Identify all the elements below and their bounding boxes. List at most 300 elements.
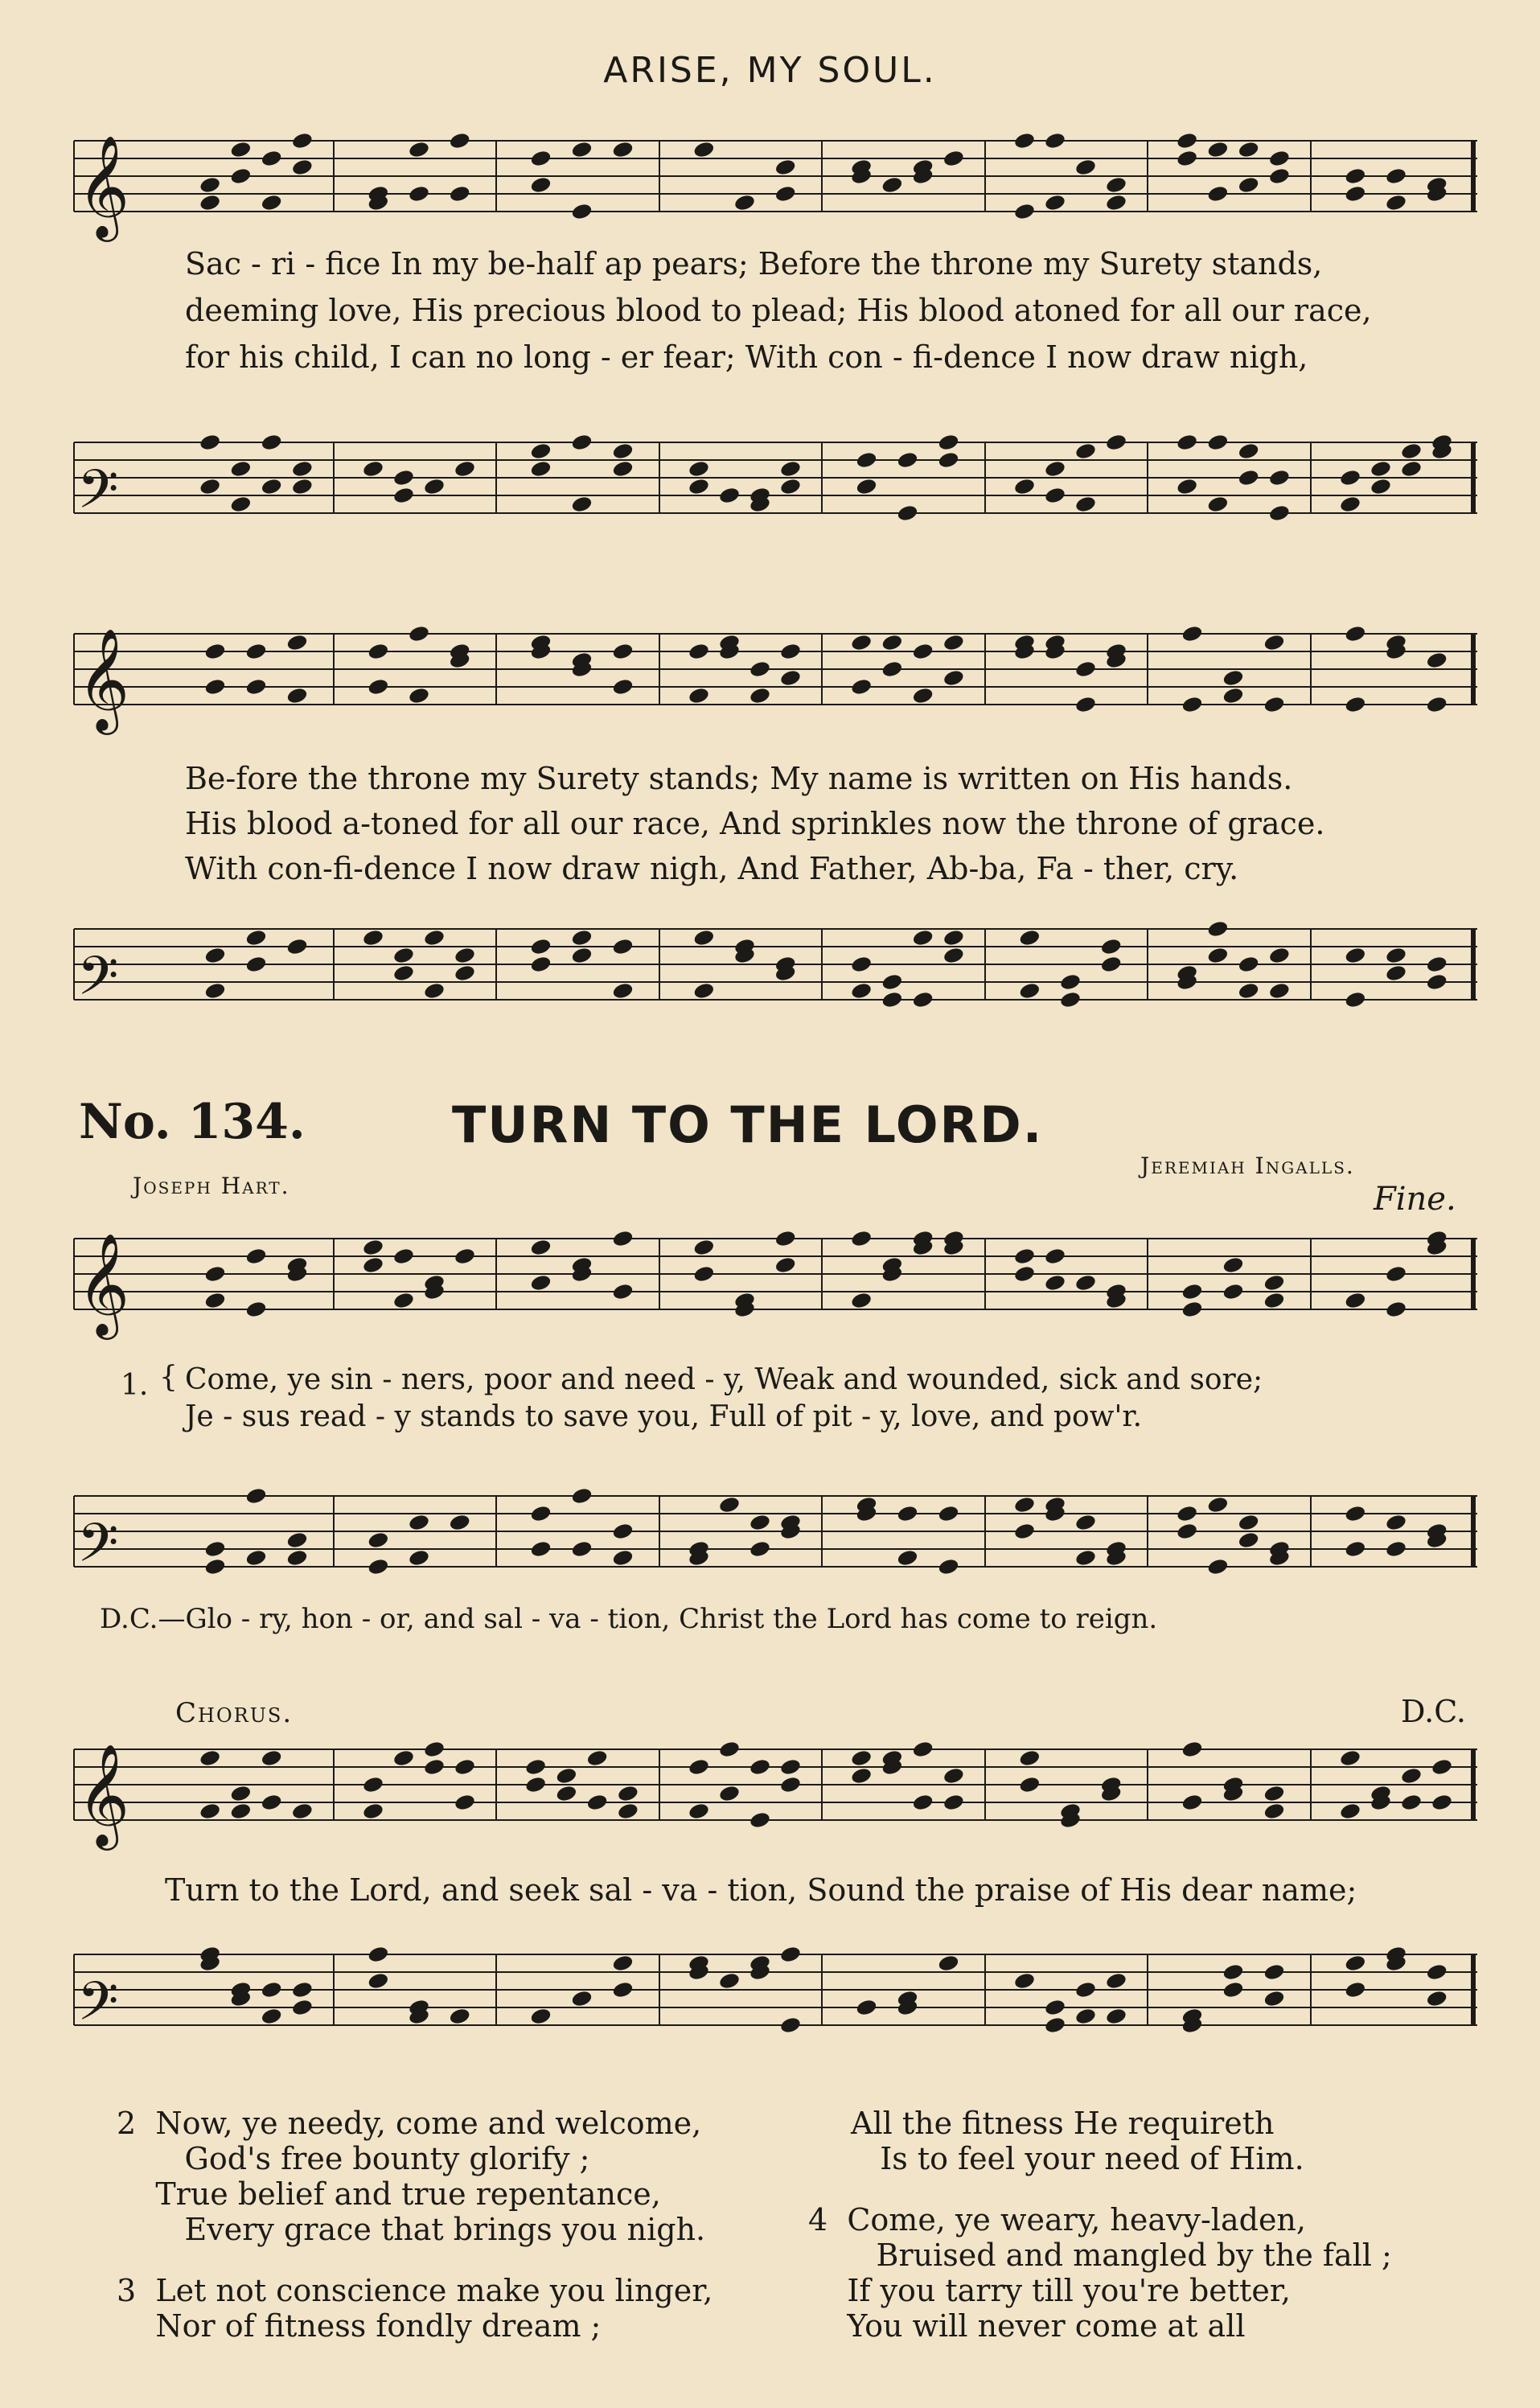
notehead	[912, 1793, 934, 1811]
notehead	[392, 1291, 415, 1309]
notehead	[199, 1748, 221, 1767]
notehead	[1074, 1273, 1097, 1292]
verse-3	[117, 2273, 713, 2344]
notehead	[850, 677, 873, 696]
notehead	[1222, 1282, 1244, 1301]
notehead	[1044, 2016, 1066, 2034]
notehead	[1105, 175, 1127, 194]
treble-clef-icon: 𝄞	[77, 1743, 130, 1846]
notehead	[881, 633, 903, 651]
notehead	[1105, 193, 1127, 212]
notehead	[1206, 495, 1229, 513]
staff-lines	[74, 1741, 1477, 1846]
notehead	[1018, 981, 1041, 1000]
notehead	[850, 1766, 873, 1785]
notehead	[1181, 1300, 1203, 1318]
notehead	[718, 1971, 741, 1990]
hymn-title-arise-my-soul: ARISE, MY SOUL.	[603, 50, 937, 91]
staff-lines	[74, 133, 1477, 237]
notehead	[611, 459, 634, 478]
notehead	[692, 140, 715, 158]
notehead	[611, 1954, 634, 1972]
notehead	[285, 1548, 308, 1567]
notehead	[291, 1802, 314, 1820]
notehead	[617, 1802, 639, 1820]
notehead	[1105, 2007, 1127, 2025]
notehead	[199, 175, 221, 194]
notehead	[692, 1264, 715, 1283]
notehead	[1206, 433, 1229, 451]
notehead	[611, 1548, 634, 1567]
notehead	[285, 1531, 308, 1549]
notehead	[896, 1504, 918, 1522]
notehead	[570, 928, 593, 947]
notehead	[1268, 981, 1291, 1000]
notehead	[779, 477, 802, 495]
notehead	[1344, 1539, 1366, 1558]
notehead	[392, 946, 415, 964]
notehead	[408, 686, 430, 705]
notehead	[1238, 442, 1260, 460]
notehead	[779, 642, 802, 660]
notehead	[881, 990, 903, 1009]
dc-mark: D.C.	[1401, 1694, 1466, 1729]
notehead	[524, 1757, 547, 1776]
notehead	[1268, 503, 1291, 522]
notehead	[881, 972, 903, 991]
notehead	[203, 946, 226, 964]
notehead	[285, 633, 308, 651]
notehead	[454, 459, 476, 478]
verse-3-line: Nor of fitness fondly dream ;	[117, 2308, 602, 2344]
notehead	[779, 1757, 802, 1776]
notehead	[454, 1793, 476, 1811]
notehead	[1074, 1513, 1097, 1531]
notehead	[1385, 193, 1407, 212]
notehead	[1105, 1971, 1127, 1990]
notehead	[896, 450, 918, 469]
notehead	[779, 1775, 802, 1794]
notehead	[733, 193, 756, 212]
notehead	[285, 686, 308, 705]
notehead	[611, 1522, 634, 1540]
notehead	[244, 1300, 267, 1318]
notehead	[1238, 1513, 1260, 1531]
notehead	[203, 1557, 226, 1576]
notehead	[1400, 459, 1423, 478]
notehead	[611, 1282, 634, 1301]
notehead	[1268, 166, 1291, 185]
notehead	[449, 1513, 471, 1531]
composer-name: Jeremiah Ingalls.	[1140, 1153, 1355, 1179]
notehead	[1181, 695, 1203, 713]
notehead	[529, 149, 552, 167]
staff-lines	[74, 921, 1477, 1020]
notehead	[1181, 1740, 1203, 1758]
staff-system2-treble	[74, 626, 1477, 730]
notehead	[1176, 1504, 1198, 1522]
notehead	[1176, 1522, 1198, 1540]
notehead	[423, 981, 446, 1000]
notehead	[779, 2016, 802, 2034]
notehead	[1263, 633, 1285, 651]
notehead	[942, 928, 965, 947]
notehead	[1100, 955, 1123, 973]
notehead	[199, 193, 221, 212]
notehead	[1222, 1255, 1244, 1274]
notehead	[423, 1757, 446, 1776]
notehead	[1370, 477, 1392, 495]
notehead	[586, 1793, 609, 1811]
chorus-label: Chorus.	[175, 1697, 294, 1729]
notehead	[881, 175, 903, 194]
verse1-line1: Come, ye sin - ners, poor and need - y, Weak and wounded, sick and sore;	[185, 1363, 1263, 1396]
notehead	[688, 477, 710, 495]
notehead	[1385, 1300, 1407, 1318]
notehead	[1074, 660, 1097, 678]
notehead	[229, 1784, 252, 1802]
verse-number: 1.	[121, 1369, 149, 1402]
notehead	[1074, 695, 1097, 713]
notehead	[570, 1539, 593, 1558]
notehead	[203, 677, 226, 696]
notehead	[718, 1784, 741, 1802]
notehead	[611, 937, 634, 955]
notehead	[555, 1766, 577, 1785]
notehead	[912, 642, 934, 660]
notehead	[199, 477, 221, 495]
notehead	[749, 1513, 771, 1531]
notehead	[229, 166, 252, 185]
notehead	[1206, 1495, 1229, 1514]
notehead	[1074, 2007, 1097, 2025]
notehead	[1370, 459, 1392, 478]
notehead	[454, 964, 476, 982]
notehead	[367, 677, 389, 696]
notehead	[850, 955, 873, 973]
notehead	[688, 1802, 710, 1820]
notehead	[1344, 1980, 1366, 1999]
notehead	[1044, 193, 1066, 212]
notehead	[774, 184, 797, 203]
notehead	[408, 1513, 430, 1531]
notehead	[392, 468, 415, 487]
notehead	[1059, 990, 1082, 1009]
notehead	[454, 1247, 476, 1265]
notehead	[362, 1802, 384, 1820]
notehead	[586, 1748, 609, 1767]
verse-4-line: Bruised and mangled by the fall ;	[808, 2237, 1392, 2273]
notehead	[611, 1980, 634, 1999]
notehead	[529, 2007, 552, 2025]
notehead	[1339, 495, 1361, 513]
notehead	[1074, 442, 1097, 460]
notehead	[570, 1989, 593, 2007]
verse-3-line: 3 Let not conscience make you linger,	[117, 2273, 713, 2308]
notehead	[1222, 1962, 1244, 1981]
notehead	[454, 946, 476, 964]
verse-3-continued	[851, 2106, 1304, 2176]
notehead	[529, 955, 552, 973]
notehead	[1176, 477, 1198, 495]
bass-clef-icon: 𝄢	[77, 945, 119, 1020]
notehead	[555, 1784, 577, 1802]
notehead	[1018, 1775, 1041, 1794]
notehead	[570, 140, 593, 158]
notehead	[392, 964, 415, 982]
notehead	[1426, 651, 1448, 669]
notehead	[912, 990, 934, 1009]
notehead	[1385, 964, 1407, 982]
verse1-line2: Je - sus read - y stands to save you, Full of pit - y, love, and pow'r.	[185, 1400, 1143, 1433]
notehead	[570, 1486, 593, 1505]
notehead	[362, 1238, 384, 1256]
notehead	[261, 1748, 283, 1767]
notehead	[774, 158, 797, 176]
notehead	[244, 928, 267, 947]
notehead	[529, 1539, 552, 1558]
notehead	[749, 1757, 771, 1776]
notehead	[774, 1255, 797, 1274]
notehead	[392, 1748, 415, 1767]
notehead	[779, 1945, 802, 1963]
staff-system1-treble	[74, 133, 1477, 237]
notehead	[229, 495, 252, 513]
notehead	[855, 477, 877, 495]
notehead	[611, 140, 634, 158]
notehead	[1339, 468, 1361, 487]
notehead	[611, 1229, 634, 1247]
notehead	[449, 184, 471, 203]
notehead	[1206, 184, 1229, 203]
notehead	[1238, 468, 1260, 487]
notehead	[1344, 624, 1366, 643]
notehead	[1263, 1802, 1285, 1820]
notehead	[291, 459, 314, 478]
lyrics-system1-line1: Sac - ri - fice In my be-half ap pears; Before the throne my Surety stands,	[185, 246, 1323, 281]
notehead	[1431, 1793, 1453, 1811]
notehead	[896, 503, 918, 522]
verse-3-cont-line: Is to feel your need of Him.	[851, 2141, 1304, 2176]
notehead	[1263, 1962, 1285, 1981]
notehead	[1268, 946, 1291, 964]
notehead	[203, 642, 226, 660]
verse-4	[808, 2202, 1392, 2344]
notehead	[408, 624, 430, 643]
notehead	[937, 1954, 959, 1972]
notehead	[1018, 928, 1041, 947]
notehead	[291, 477, 314, 495]
notehead	[1263, 1291, 1285, 1309]
notehead	[529, 459, 552, 478]
staff-lines	[74, 1231, 1477, 1335]
staff-lines	[74, 626, 1477, 730]
notehead	[1013, 202, 1036, 220]
notehead	[1263, 695, 1285, 713]
notehead	[423, 1740, 446, 1758]
notehead	[1059, 972, 1082, 991]
notehead	[529, 1273, 552, 1292]
notehead	[912, 686, 934, 705]
bracket-left: {	[159, 1361, 178, 1394]
notehead	[1344, 1504, 1366, 1522]
notehead	[454, 1757, 476, 1776]
hymn-number: No. 134.	[79, 1094, 306, 1150]
notehead	[942, 149, 965, 167]
notehead	[1426, 955, 1448, 973]
notehead	[1385, 1513, 1407, 1531]
notehead	[362, 459, 384, 478]
notehead	[688, 642, 710, 660]
notehead	[244, 642, 267, 660]
notehead	[244, 1247, 267, 1265]
staff-lines	[74, 434, 1477, 531]
notehead	[1238, 955, 1260, 973]
notehead	[261, 149, 283, 167]
notehead	[749, 1810, 771, 1829]
notehead	[912, 1740, 934, 1758]
notehead	[1013, 1247, 1036, 1265]
notehead	[1344, 166, 1366, 185]
notehead	[203, 1291, 226, 1309]
notehead	[1268, 468, 1291, 487]
notehead	[942, 1793, 965, 1811]
notehead	[1206, 919, 1229, 938]
notehead	[1176, 433, 1198, 451]
notehead	[1176, 149, 1198, 167]
notehead	[1426, 695, 1448, 713]
notehead	[291, 1998, 314, 2016]
notehead	[1074, 1548, 1097, 1567]
notehead	[1176, 131, 1198, 150]
notehead	[423, 477, 446, 495]
staff-lines	[74, 1488, 1477, 1587]
notehead	[1385, 1264, 1407, 1283]
notehead	[1013, 1522, 1036, 1540]
notehead	[1044, 1273, 1066, 1292]
notehead	[529, 175, 552, 194]
notehead	[774, 1229, 797, 1247]
notehead	[449, 2007, 471, 2025]
notehead	[1268, 149, 1291, 167]
notehead	[1385, 946, 1407, 964]
notehead	[229, 459, 252, 478]
notehead	[244, 955, 267, 973]
bass-clef-icon: 𝄢	[77, 458, 119, 533]
notehead	[1206, 140, 1229, 158]
bass-clef-icon: 𝄢	[77, 1970, 119, 2045]
notehead	[1344, 990, 1366, 1009]
notehead	[937, 450, 959, 469]
notehead	[942, 946, 965, 964]
verse-4-line: 4 Come, ye weary, heavy-laden,	[808, 2202, 1306, 2237]
notehead	[203, 1264, 226, 1283]
notehead	[367, 642, 389, 660]
notehead	[718, 486, 741, 504]
notehead	[1385, 1539, 1407, 1558]
notehead	[896, 1548, 918, 1567]
notehead	[570, 433, 593, 451]
notehead	[1400, 1766, 1423, 1785]
notehead	[261, 1980, 283, 1999]
author-name: Joseph Hart.	[133, 1173, 290, 1199]
notehead	[199, 433, 221, 451]
notehead	[937, 1504, 959, 1522]
notehead	[291, 131, 314, 150]
notehead	[937, 1557, 959, 1576]
notehead	[229, 140, 252, 158]
notehead	[1344, 184, 1366, 203]
lyrics-system2-line2: His blood a-toned for all our race, And sprinkles now the throne of grace.	[185, 806, 1325, 841]
notehead	[1013, 1971, 1036, 1990]
notehead	[261, 2007, 283, 2025]
verse-2-line: True belief and true repentance,	[117, 2176, 661, 2212]
bass-clef-icon: 𝄢	[77, 1512, 119, 1587]
treble-clef-icon: 𝄞	[77, 1232, 130, 1335]
lyrics-system2-line3: With con-fi-dence I now draw nigh, And Father, Ab-ba, Fa - ther, cry.	[185, 851, 1239, 886]
notehead	[1431, 1757, 1453, 1776]
notehead	[244, 677, 267, 696]
notehead	[692, 981, 715, 1000]
notehead	[850, 1748, 873, 1767]
notehead	[367, 1971, 389, 1990]
notehead	[199, 1802, 221, 1820]
verse-2-line: 2 Now, ye needy, come and welcome,	[117, 2106, 702, 2141]
notehead	[937, 433, 959, 451]
notehead	[203, 1539, 226, 1558]
notehead	[779, 668, 802, 687]
notehead	[570, 946, 593, 964]
notehead	[261, 1793, 283, 1811]
notehead	[942, 668, 965, 687]
notehead	[1074, 1980, 1097, 1999]
notehead	[749, 686, 771, 705]
notehead	[1013, 1495, 1036, 1514]
lyrics-system1-line2: deeming love, His precious blood to plead; His blood atoned for all our race,	[185, 293, 1372, 328]
notehead	[749, 1539, 771, 1558]
verse-2-line: Every grace that brings you nigh.	[117, 2212, 706, 2247]
notehead	[1181, 1282, 1203, 1301]
notehead	[1238, 175, 1260, 194]
notehead	[529, 1504, 552, 1522]
notehead	[1238, 1531, 1260, 1549]
notehead	[1222, 668, 1244, 687]
notehead	[291, 1980, 314, 1999]
notehead	[1339, 1802, 1361, 1820]
notehead	[423, 928, 446, 947]
lyrics-system1-line3: for his child, I can no long - er fear; With con - fi-dence I now draw nigh,	[185, 339, 1308, 375]
notehead	[408, 1548, 430, 1567]
notehead	[1105, 433, 1127, 451]
notehead	[617, 1784, 639, 1802]
staff-chorus-treble	[74, 1741, 1477, 1846]
notehead	[611, 442, 634, 460]
notehead	[1181, 1793, 1203, 1811]
treble-clef-icon: 𝄞	[77, 627, 130, 730]
verse-4-line: You will never come at all	[808, 2308, 1246, 2344]
staff-lines	[74, 1946, 1477, 2043]
notehead	[1426, 972, 1448, 991]
treble-clef-icon: 𝄞	[77, 134, 130, 237]
notehead	[1238, 140, 1260, 158]
notehead	[1013, 1264, 1036, 1283]
notehead	[1385, 166, 1407, 185]
notehead	[1339, 1748, 1361, 1767]
notehead	[1013, 477, 1036, 495]
notehead	[529, 442, 552, 460]
lyrics-system2-line1: Be-fore the throne my Surety stands; My name is written on His hands.	[185, 761, 1293, 796]
notehead	[850, 1291, 873, 1309]
